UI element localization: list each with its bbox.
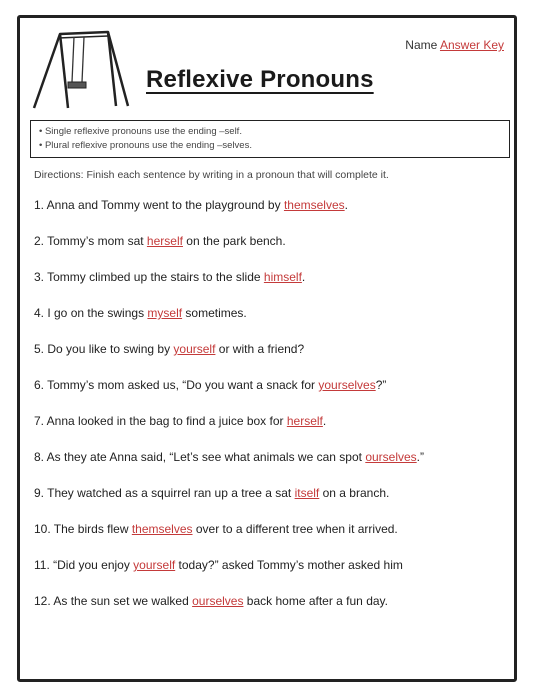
sentence-item: 1. Anna and Tommy went to the playground by themselves. [34, 198, 348, 212]
sentence-item: 8. As they ate Anna said, “Let’s see what animals we can spot ourselves.” [34, 450, 425, 464]
sentence-item: 6. Tommy’s mom asked us, “Do you want a snack for yourselves?” [34, 378, 387, 392]
answer-word: yourself [133, 558, 176, 572]
answer-word: themselves [131, 522, 193, 536]
page-title: Reflexive Pronouns [146, 66, 374, 93]
answer-word: itself [294, 486, 320, 500]
swing-set-icon [24, 20, 134, 112]
sentence-item: 2. Tommy’s mom sat herself on the park bench. [34, 234, 286, 248]
rules-box [30, 120, 510, 158]
sentence-item: 4. I go on the swings myself sometimes. [34, 306, 247, 320]
sentence-item: 5. Do you like to swing by yourself or with a friend? [34, 342, 305, 356]
directions-text: Directions: Finish each sentence by writing in a pronoun that will complete it. [34, 169, 389, 181]
name-label: Name [405, 38, 438, 52]
name-answer: Answer Key [439, 38, 504, 52]
answer-word: yourself [173, 342, 216, 356]
answer-word: yourselves [318, 378, 376, 392]
answer-word: herself [286, 414, 323, 428]
answer-word: herself [146, 234, 183, 248]
answer-word: myself [147, 306, 183, 320]
sentence-item: 7. Anna looked in the bag to find a juice box for herself. [34, 414, 327, 428]
sentence-item: 11. “Did you enjoy yourself today?” asked Tommy’s mother asked him [34, 558, 403, 572]
answer-word: ourselves [192, 594, 244, 608]
sentence-item: 3. Tommy climbed up the stairs to the slide himself. [34, 270, 306, 284]
sentence-item: 10. The birds flew themselves over to a different tree when it arrived. [34, 522, 398, 536]
sentence-item: 9. They watched as a squirrel ran up a tree a sat itself on a branch. [34, 486, 390, 500]
rule-single: • Single reflexive pronouns use the ending –self. [39, 126, 242, 137]
answer-word: themselves [283, 198, 345, 212]
name-line [405, 38, 504, 52]
rule-plural: • Plural reflexive pronouns use the ending –selves. [39, 140, 252, 151]
answer-word: himself [263, 270, 302, 284]
sentence-item: 12. As the sun set we walked ourselves back home after a fun day. [34, 594, 388, 608]
answer-word: ourselves [365, 450, 417, 464]
